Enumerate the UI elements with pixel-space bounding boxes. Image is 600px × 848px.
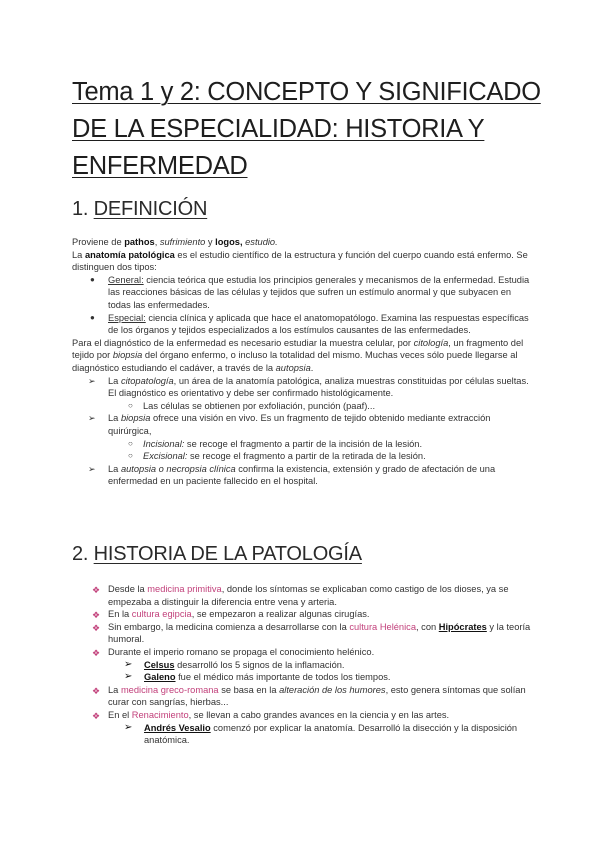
section-heading-definicion [72, 196, 207, 222]
list-item-especial: ● Especial: ciencia clínica y aplicada que hace el anatomopatólogo. Examina las respuestas específicas de los órganos y tejidos especializados a los estímulos causantes de las enfermedades. [90, 312, 529, 336]
sub-item-incisional: ○ Incisional: se recoge el fragmento a partir de la incisión de la lesión. [128, 438, 423, 449]
bullet-icon: ● [90, 312, 95, 322]
diagnosis-paragraph: Para el diagnóstico de la enfermedad es necesario estudiar la muestra celular, por citología, un fragmento del tejido por biopsia del órgano enfermo, o incluso la totalidad del mismo. Muchas veces sólo puede llegarse al diagnóstico estudiando el cadáver, a través de la autopsia. [72, 337, 524, 373]
diamond-icon: ❖ [92, 710, 101, 721]
history-item-romano: ❖ Durante el imperio romano se propaga el conocimiento helénico. [92, 646, 375, 658]
section-number: 1. [72, 198, 89, 220]
list-item-citopatologia: ➢ La citopatología, un área de la anatomía patológica, analiza muestras constituidas por células sueltas. El diagnóstico es orientativo y debe ser confirmado histológicamente. [88, 375, 529, 399]
history-item-grecoromana: ❖ La medicina greco-romana se basa en la alteración de los humores, esto genera síntomas que solían curar con sangrías, hierbas... [92, 684, 526, 708]
history-subitem-celsus: ➢ Celsus desarrolló los 5 signos de la inflamación. [124, 658, 345, 670]
history-subitem-galeno: ➢ Galeno fue el médico más importante de todos los tiempos. [124, 671, 391, 683]
arrow-icon: ➢ [88, 413, 96, 424]
history-block [72, 583, 532, 747]
sub-item-exfoliacion: ○ Las células se obtienen por exfoliación, punción (paaf)... [128, 400, 376, 411]
arrow-icon: ➢ [124, 658, 133, 670]
arrow-icon: ➢ [124, 721, 133, 733]
sub-item-excisional: ○ Excisional: se recoge el fragmento a partir de la retirada de la lesión. [128, 451, 426, 462]
section-title: HISTORIA DE LA PATOLOGÍA [93, 543, 362, 565]
diamond-icon: ❖ [92, 585, 101, 595]
history-subitem-vesalio: ➢ Andrés Vesalio comenzó por explicar la anatomía. Desarrolló la disección y la disposición anatómica. [124, 721, 518, 746]
list-item-biopsia: ➢ La biopsia ofrece una visión en vivo. Es un fragmento de tejido obtenido mediante extracción quirúrgica, [88, 413, 491, 436]
list-item-general: ● General: ciencia teórica que estudia los principios generales y mecanismos de la enfermedad. Estudia las reacciones básicas de las células y tejidos que sufren un estímulo anormal y que subyacen en todas las enfermedades. [90, 274, 530, 310]
arrow-icon: ➢ [88, 463, 96, 474]
diamond-icon: ❖ [92, 685, 101, 696]
diamond-icon: ❖ [92, 647, 101, 658]
circle-icon: ○ [128, 400, 133, 410]
bullet-icon: ● [90, 274, 95, 284]
arrow-icon: ➢ [124, 671, 133, 683]
circle-icon: ○ [128, 451, 133, 461]
diamond-icon: ❖ [92, 622, 101, 633]
history-item-primitiva: ❖ Desde la medicina primitiva, donde los síntomas se explicaban como castigo de los dioses, ya se empezaba a distinguir la diferencia entre vena y arteria. [92, 584, 509, 607]
history-item-egipcia: ❖ En la cultura egipcia, se empezaron a realizar algunas cirugías. [92, 609, 370, 621]
page-title: Tema 1 y 2: CONCEPTO Y SIGNIFICADO DE LA ESPECIALIDAD: HISTORIA Y ENFERMEDAD [72, 78, 541, 180]
anatomy-paragraph: La anatomía patológica es el estudio científico de la estructura y función del cuerpo cuando está enfermo. Se distinguen dos tipos: [72, 249, 528, 273]
arrow-icon: ➢ [88, 375, 96, 386]
list-item-autopsia: ➢ La autopsia o necropsia clínica confirma la existencia, extensión y grado de afectación de una enfermedad en un paciente fallecido en el hospital. [88, 463, 496, 487]
section-title: DEFINICIÓN [93, 198, 208, 220]
history-item-helenica: ❖ Sin embargo, la medicina comienza a desarrollarse con la cultura Helénica, con Hipócrates y la teoría humoral. [92, 621, 531, 645]
section-number: 2. [72, 543, 89, 565]
history-item-renacimiento: ❖ En el Renacimiento, se llevan a cabo grandes avances en la ciencia y en las artes. [92, 709, 450, 721]
etymology-paragraph: Proviene de pathos, sufrimiento y logos, estudio. [72, 237, 278, 247]
diamond-icon: ❖ [92, 610, 101, 621]
section-heading-historia [72, 541, 362, 567]
definition-block [72, 236, 532, 488]
circle-icon: ○ [128, 438, 133, 448]
